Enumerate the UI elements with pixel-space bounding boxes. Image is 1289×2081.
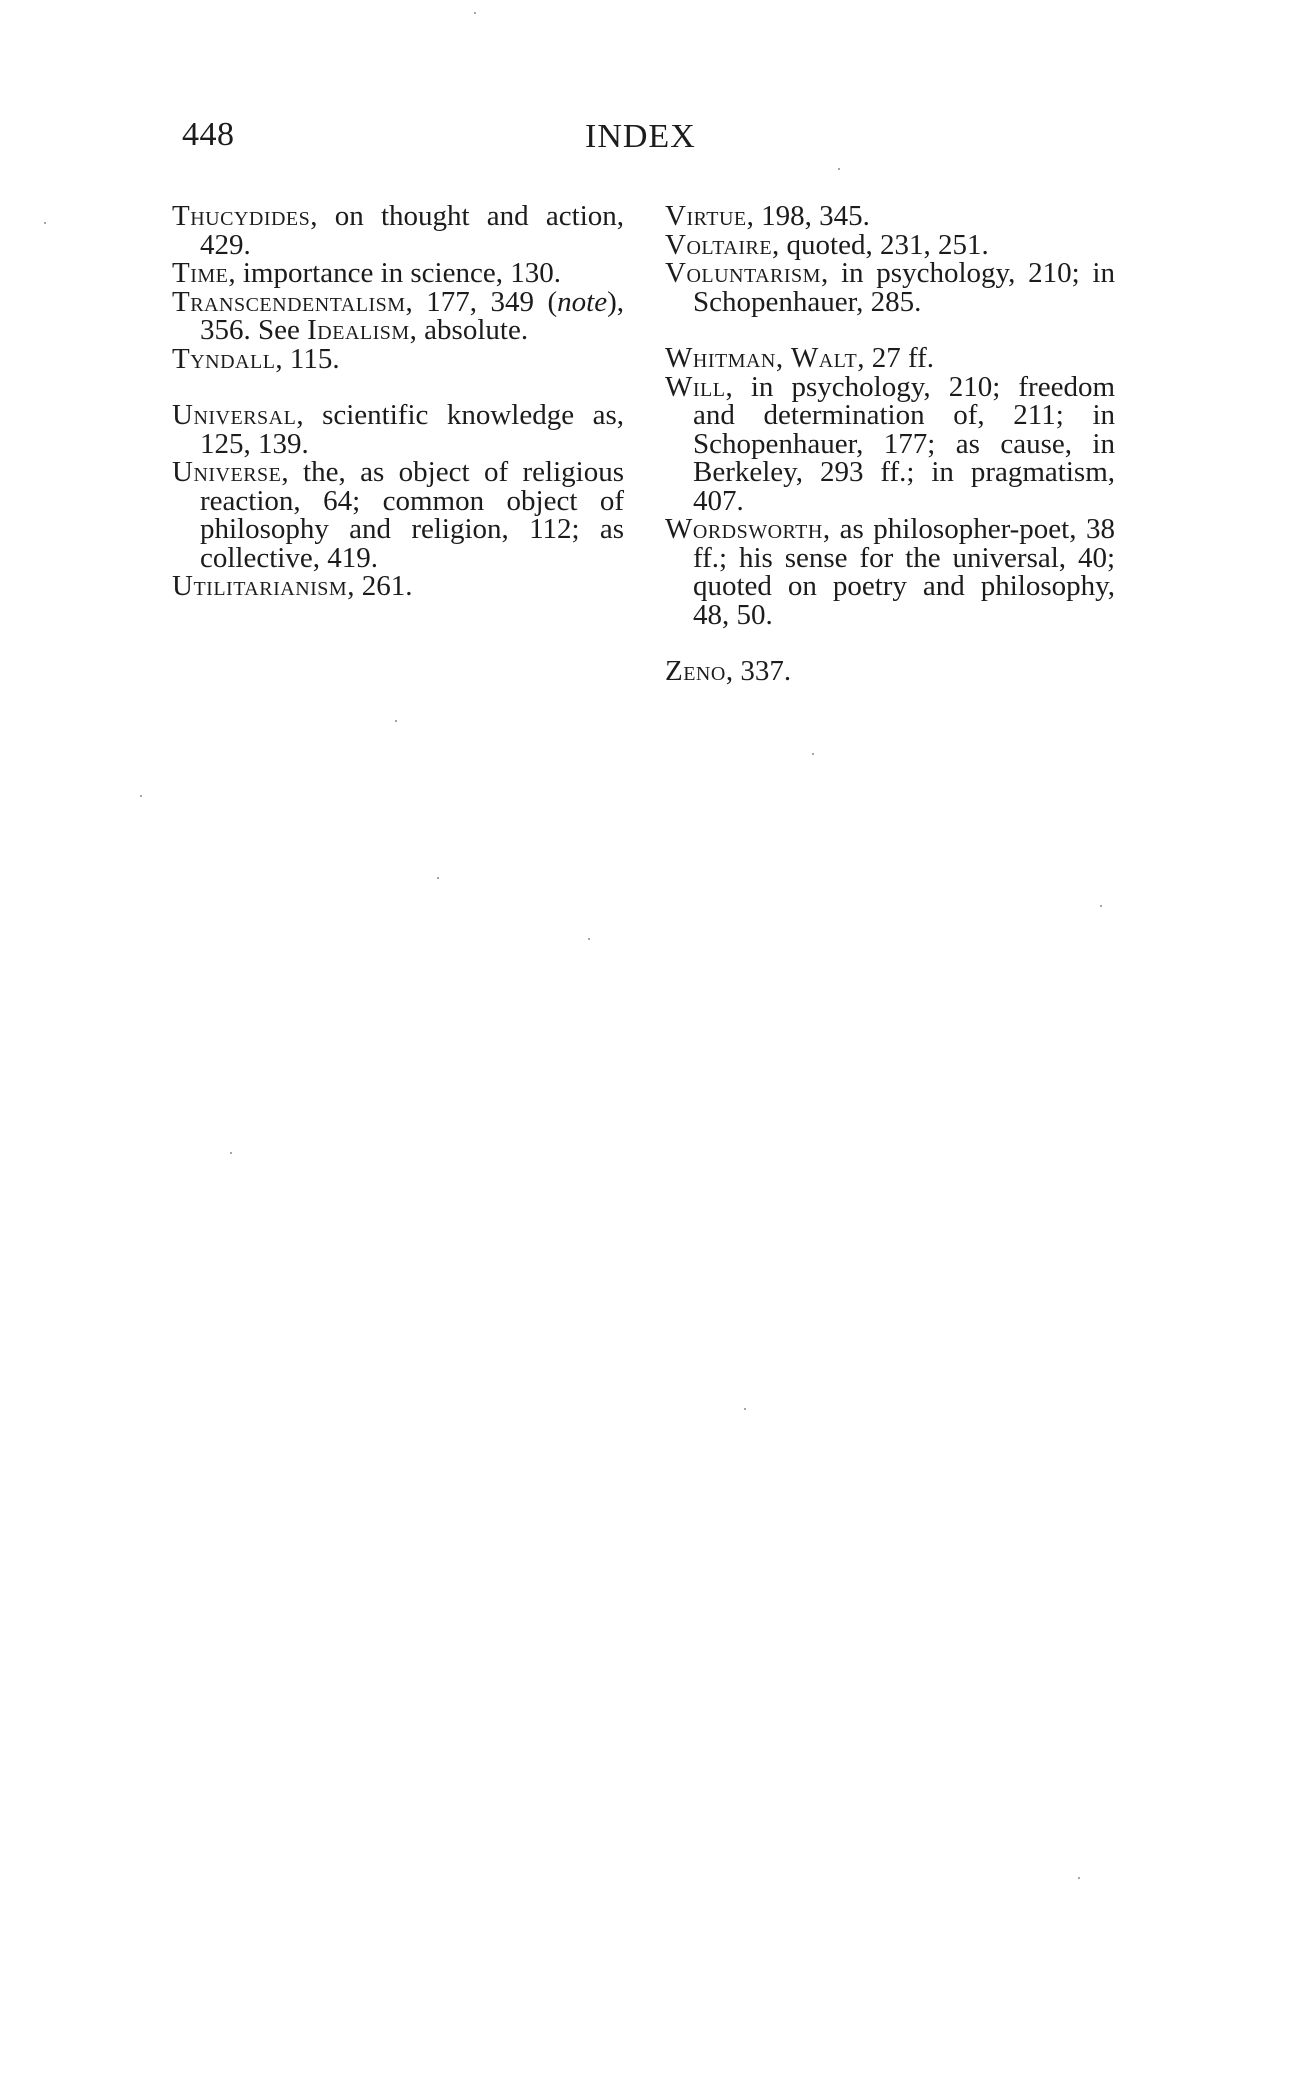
scan-speck [812,753,814,755]
entry-text: , absolute. [409,314,529,346]
index-entry [665,515,1115,629]
entry-heading: Virtue [665,200,747,232]
entry-text: , 198, 345. [746,200,870,232]
index-entry [665,202,1115,231]
page-number: 448 [182,116,235,153]
scan-speck [1100,905,1102,907]
index-entry [665,370,1115,517]
entry-text: , on thought and action, 429. [200,200,624,261]
entry-heading: Wordsworth [665,513,823,545]
index-entry [172,458,624,572]
entry-heading: Time [172,257,229,289]
scan-speck [838,168,840,170]
scan-speck [437,877,439,879]
entry-text: , 115. [275,342,340,375]
entry-text: , 177, 349 [405,285,534,318]
entry-text: , in psychology, 210; freedom and determination of, 211; in Schopenhauer, 177; as cause, in Berkeley, 293 ff.; in pragmatism, 407. [693,370,1115,517]
entry-heading: Universal [172,399,297,431]
entry-text: , scientific knowledge as, 125, 139. [200,399,624,460]
entry-text: , 356. See [200,285,624,346]
entry-text: , in psychology, 210; in Schopenhauer, 285. [693,257,1115,318]
entry-heading: Transcendentalism [172,285,406,318]
entry-heading: Universe [172,456,282,488]
scan-speck [230,1152,232,1154]
index-entry [665,344,1115,373]
entry-heading: Voluntarism [665,257,821,289]
index-entry [172,202,624,259]
entry-text: , importance in science, 130. [228,257,561,289]
scan-speck [588,938,590,940]
scan-speck [140,795,142,797]
index-entry [172,259,624,288]
scan-speck [395,720,397,722]
index-column-left [172,202,624,601]
index-entry [665,228,1115,261]
entry-heading: Voltaire [665,228,773,261]
entry-note: note [557,285,608,318]
entry-text: , quoted, 231, 251. [772,228,989,261]
entry-text: , the, as object of religious reaction, 64; common object of philosophy and religion, 112; as collective, 419. [200,456,624,574]
entry-cross-reference: Idealism [307,314,410,346]
index-column-right [665,202,1115,686]
scan-speck [44,222,46,224]
scan-speck [1078,1877,1080,1879]
scan-speck [474,12,476,14]
index-entry [172,342,624,375]
entry-heading: Whitman, Walt [665,342,858,374]
entry-heading: Zeno [665,655,726,687]
scan-speck [744,1408,746,1410]
index-entry [665,657,1115,686]
entry-text: , as philosopher-poet, 38 ff.; his sense for the universal, 40; quoted on poetry and philosophy, 48, 50. [693,513,1115,631]
running-head: INDEX [585,118,696,155]
index-entry [172,572,624,601]
entry-text: , 261. [347,570,413,602]
entry-heading: Utilitarianism [172,570,348,602]
entry-heading: Tyndall [172,342,276,375]
index-entry [172,401,624,458]
entry-heading: Will [665,370,726,403]
index-entry: Transcendentalism, 177, 349 (note), 356. See Idealism, absolute. [172,285,624,346]
index-entry [665,259,1115,316]
entry-text: , 337. [725,655,792,687]
entry-text: , 27 ff. [857,342,935,374]
entry-heading: Thucydides [172,200,311,232]
